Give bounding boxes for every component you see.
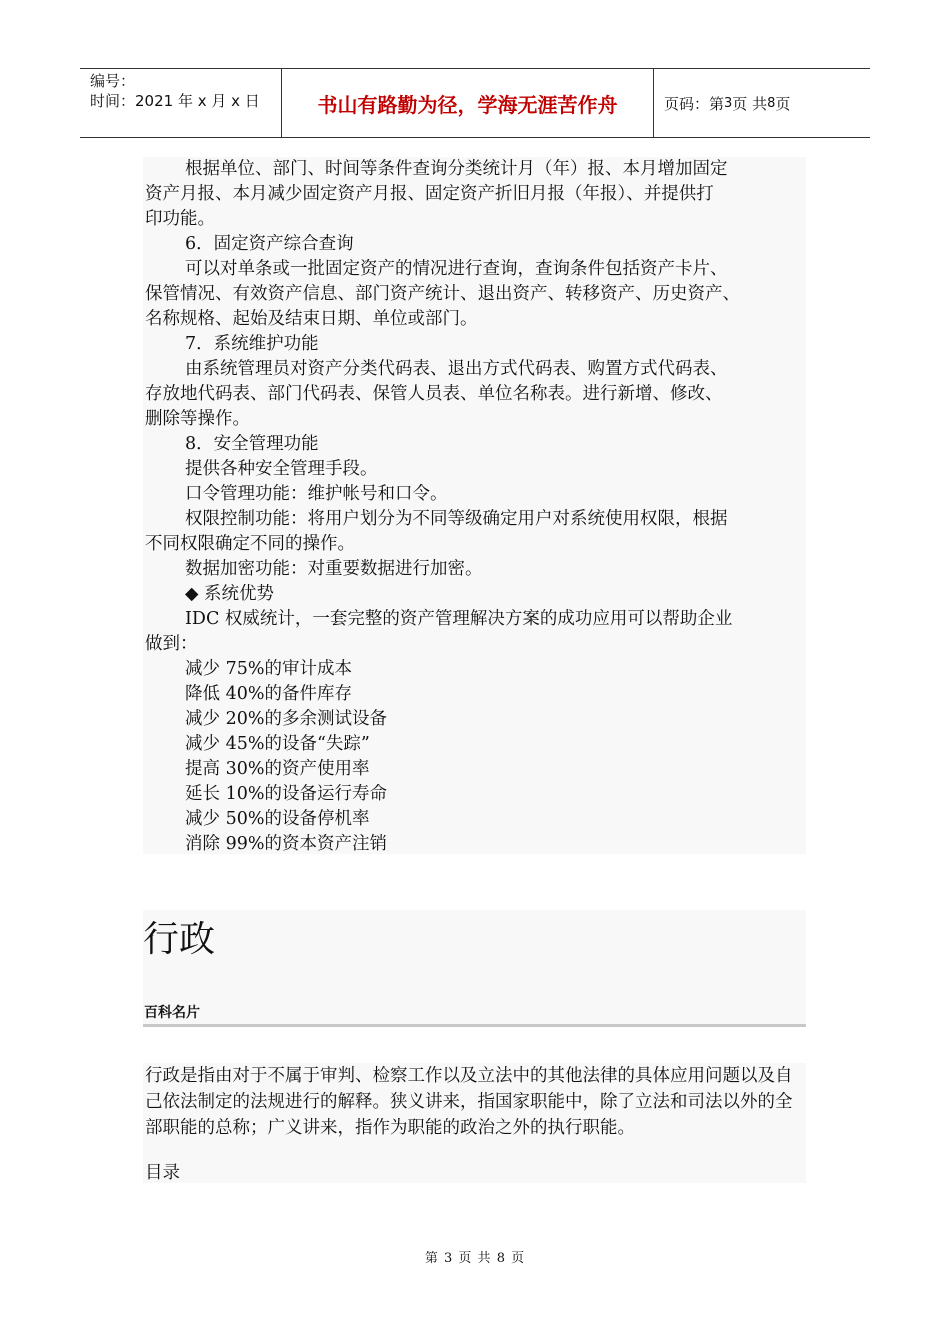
body-line: 消除 99%的资本资产注销 [185, 834, 387, 854]
body-line: 资产月报、本月减少固定资产月报、固定资产折旧月报（年报）、并提供打 [145, 184, 714, 204]
body-line: 提高 30%的资产使用率 [185, 759, 370, 779]
body-line: 提供各种安全管理手段。 [185, 459, 378, 479]
date-label: 时间：2021 年 x 月 x 日 [90, 92, 260, 110]
body-line: ◆ 系统优势 [185, 584, 275, 604]
body-line: 权限控制功能：将用户划分为不同等级确定用户对系统使用权限，根据 [185, 509, 728, 529]
header-page-info [654, 69, 870, 137]
intro-paragraph-block [143, 1063, 806, 1183]
body-line: 不同权限确定不同的操作。 [145, 534, 355, 554]
intro-paragraph: 行政是指由对于不属于审判、检察工作以及立法中的其他法律的具体应用问题以及自己依法制定的法规进行的解释。狭义讲来，指国家职能中，除了立法和司法以外的全部职能的总称；广义讲来，指作为职能的政治之外的执行职能。 [145, 1066, 793, 1138]
body-line: 降低 40%的备件库存 [185, 684, 352, 704]
body-line: 删除等操作。 [145, 409, 250, 429]
body-line: 6．固定资产综合查询 [185, 234, 354, 254]
page-suffix: 页 [775, 94, 791, 113]
body-line: 减少 45%的设备“失踪” [185, 734, 370, 754]
body-line: 延长 10%的设备运行寿命 [185, 784, 387, 804]
body-line: 存放地代码表、部门代码表、保管人员表、单位名称表。进行新增、修改、 [145, 384, 723, 404]
body-line: 根据单位、部门、时间等条件查询分类统计月（年）报、本月增加固定 [185, 159, 728, 179]
body-line: 减少 20%的多余测试设备 [185, 709, 387, 729]
body-text-block [143, 157, 806, 854]
body-line: 数据加密功能：对重要数据进行加密。 [185, 559, 483, 579]
page-total: 8 [767, 95, 776, 111]
body-line: 口令管理功能：维护帐号和口令。 [185, 484, 448, 504]
body-line: 减少 50%的设备停机率 [185, 809, 370, 829]
body-line: 做到： [145, 634, 198, 654]
body-line: 8．安全管理功能 [185, 434, 319, 454]
header-motto: 书山有路勤为径，学海无涯苦作舟 [282, 69, 654, 137]
section-heading-block [143, 910, 806, 1026]
body-line: 名称规格、起始及结束日期、单位或部门。 [145, 309, 478, 329]
section-title: 行政 [143, 919, 216, 960]
body-line: 减少 75%的审计成本 [185, 659, 352, 679]
toc-heading: 目录 [145, 1163, 180, 1183]
header-meta [80, 69, 282, 137]
page-prefix: 页码：第 [664, 94, 725, 113]
section-subtitle: 百科名片 [144, 1005, 200, 1021]
page-footer: 第 3 页 共 8 页 [424, 1251, 526, 1266]
body-line: 保管情况、有效资产信息、部门资产统计、退出资产、转移资产、历史资产、 [145, 284, 740, 304]
page-number: 3 [724, 95, 733, 111]
body-line: IDC 权威统计，一套完整的资产管理解决方案的成功应用可以帮助企业 [185, 609, 733, 629]
body-line: 7．系统维护功能 [185, 334, 319, 354]
body-line: 可以对单条或一批固定资产的情况进行查询，查询条件包括资产卡片、 [185, 259, 728, 279]
number-label: 编号： [90, 72, 136, 90]
page-header [80, 68, 870, 138]
divider [143, 1024, 806, 1027]
body-line: 由系统管理员对资产分类代码表、退出方式代码表、购置方式代码表、 [185, 359, 728, 379]
page-mid: 页 共 [732, 94, 768, 113]
body-line: 印功能。 [145, 209, 215, 229]
